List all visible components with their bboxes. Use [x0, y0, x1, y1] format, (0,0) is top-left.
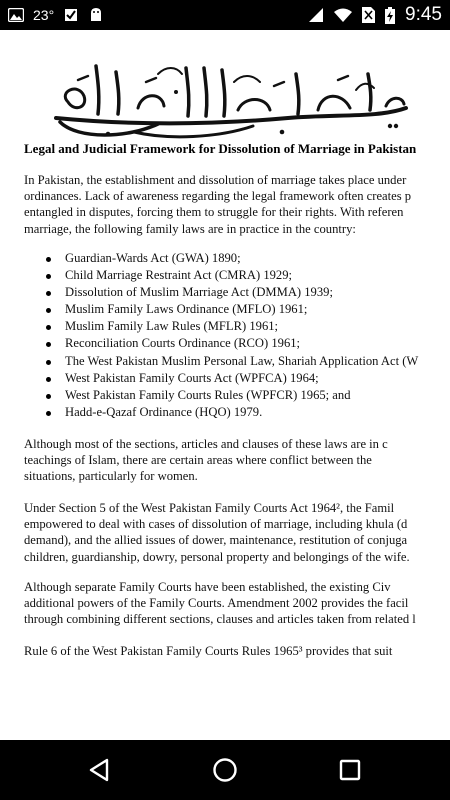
paragraph-line: through combining different sections, clauses and articles taken from related l: [24, 612, 416, 627]
paragraph-line: Rule 6 of the West Pakistan Family Courts Rules 1965³ provides that suit: [24, 644, 393, 658]
back-button[interactable]: [87, 757, 113, 783]
paragraph-line: children, guardianship, dowry, personal property and belongings of the wife.: [24, 549, 410, 564]
conflict-paragraph: [24, 436, 450, 485]
list-item: Dissolution of Muslim Marriage Act (DMMA) 1939;: [46, 284, 418, 301]
android-icon: [88, 7, 104, 23]
recents-square-icon: [337, 757, 363, 783]
paragraph-line: Under Section 5 of the West Pakistan Family Courts Act 1964², the Famil: [24, 501, 395, 515]
list-item: Child Marriage Restraint Act (CMRA) 1929;: [46, 267, 418, 284]
home-button[interactable]: [212, 757, 238, 783]
paragraph-line: additional powers of the Family Courts. Amendment 2002 provides the facil: [24, 596, 409, 611]
wifi-icon: [334, 8, 352, 22]
status-bar: [0, 0, 450, 30]
intro-line: marriage, the following family laws are in practice in the country:: [24, 221, 356, 236]
list-item: Muslim Family Laws Ordinance (MFLO) 1961;: [46, 301, 418, 318]
recent-apps-button[interactable]: [337, 757, 363, 783]
gallery-icon: [8, 8, 24, 22]
battery-charging-icon: [385, 7, 395, 24]
temperature-text: 23°: [33, 7, 55, 23]
home-circle-icon: [212, 757, 238, 783]
intro-line: ordinances. Lack of awareness regarding the legal framework often creates p: [24, 189, 412, 204]
rule6-paragraph: [24, 643, 450, 659]
paragraph-line: empowered to deal with cases of dissolution of marriage, including khula (d: [24, 517, 408, 532]
navigation-bar: [0, 740, 450, 800]
intro-paragraph: [24, 172, 450, 237]
document-viewer[interactable]: [0, 30, 450, 740]
list-item: Hadd-e-Qazaf Ordinance (HQO) 1979.: [46, 404, 418, 421]
list-item: West Pakistan Family Courts Rules (WPFCR) 1965; and: [46, 387, 418, 404]
family-laws-list: [46, 250, 418, 421]
list-item: The West Pakistan Muslim Personal Law, Shariah Application Act (W: [46, 353, 418, 370]
list-item: Muslim Family Law Rules (MFLR) 1961;: [46, 318, 418, 335]
bismillah-calligraphy: [38, 52, 418, 142]
intro-line: entangled in disputes, forcing them to struggle for their rights. With referen: [24, 205, 404, 220]
paragraph-line: Although separate Family Courts have been established, the existing Civ: [24, 580, 391, 594]
family-courts-paragraph: [24, 579, 450, 628]
paragraph-line: teachings of Islam, there are certain areas where conflict between the: [24, 453, 372, 468]
no-sim-icon: [362, 7, 375, 23]
document-title: Legal and Judicial Framework for Dissolution of Marriage in Pakistan: [24, 141, 417, 156]
paragraph-line: situations, particularly for women.: [24, 469, 198, 484]
intro-line: In Pakistan, the establishment and dissolution of marriage takes place under: [24, 173, 407, 187]
list-item: West Pakistan Family Courts Act (WPFCA) 1964;: [46, 370, 418, 387]
back-triangle-icon: [87, 757, 113, 783]
download-check-icon: [63, 7, 79, 23]
paragraph-line: demand), and the allied issues of dower, maintenance, restitution of conjuga: [24, 533, 408, 548]
list-item: Reconciliation Courts Ordinance (RCO) 1961;: [46, 335, 418, 352]
clock-text: 9:45: [405, 4, 442, 25]
cellular-signal-icon: [308, 7, 324, 23]
list-item: Guardian-Wards Act (GWA) 1890;: [46, 250, 418, 267]
section5-paragraph: [24, 500, 450, 565]
paragraph-line: Although most of the sections, articles and clauses of these laws are in c: [24, 437, 388, 451]
